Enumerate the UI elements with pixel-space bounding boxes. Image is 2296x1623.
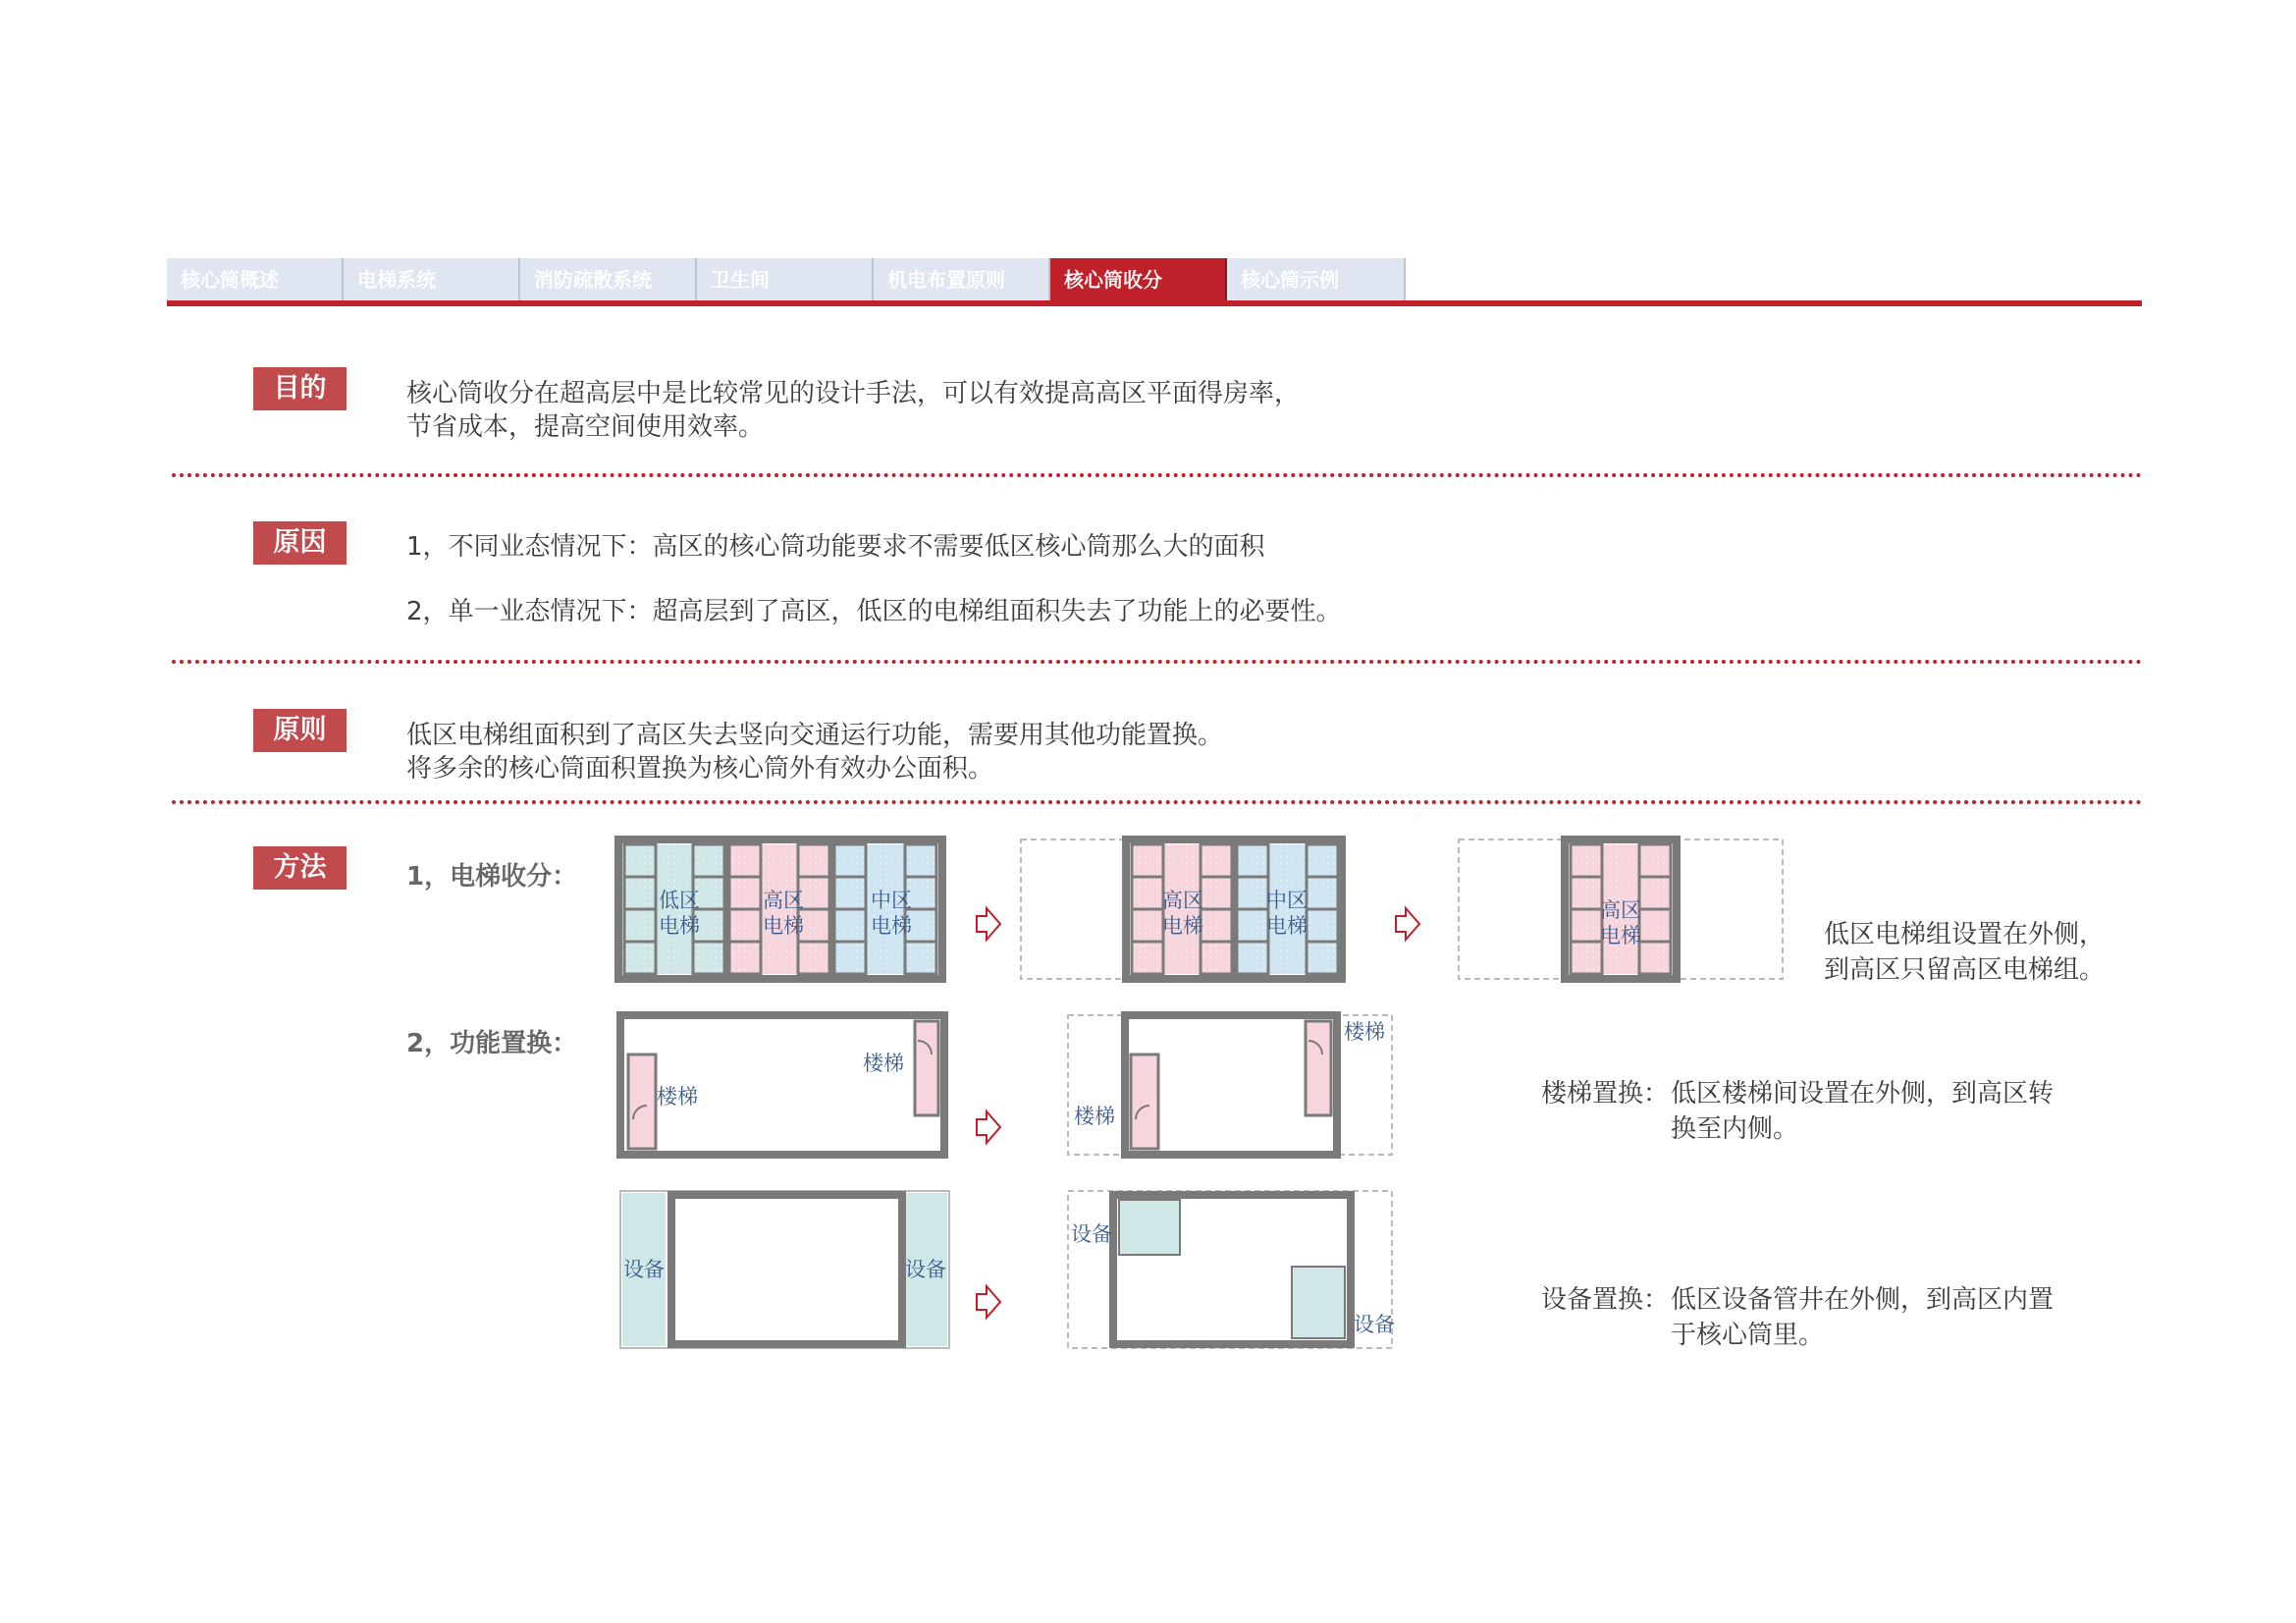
label-purpose: 目的 (253, 367, 347, 410)
principle-line-2: 将多余的核心筒面积置换为核心筒外有效办公面积。 (406, 754, 994, 784)
stair-diagram-high (1068, 1015, 1392, 1155)
tab-core-reduction[interactable]: 核心筒收分 (1050, 258, 1227, 301)
stair-diagram-low (620, 1015, 944, 1155)
stair-label-2a: 楼梯 (1074, 1105, 1115, 1128)
equip-note-title: 设备置换： (1541, 1285, 1670, 1315)
high-zone-label-3: 高区 (1600, 898, 1641, 922)
low-zone-label: 低区 (659, 889, 700, 912)
elevator-note (1824, 917, 2105, 988)
stair-note (1671, 1076, 2054, 1147)
tab-core-overview[interactable]: 核心筒概述 (167, 258, 344, 301)
purpose-line-1: 核心筒收分在超高层中是比较常见的设计手法，可以有效提高高区平面得房率， (406, 379, 1301, 408)
high-elevator-label-3: 电梯 (1600, 924, 1641, 947)
mid-elevator-label: 电梯 (871, 914, 912, 938)
purpose-line-2: 节省成本，提高空间使用效率。 (406, 412, 765, 442)
mid-zone-label-2: 中区 (1266, 889, 1308, 912)
equip-label-1b: 设备 (905, 1258, 946, 1281)
elevator-diagram-mid (1021, 839, 1345, 979)
high-zone-label: 高区 (763, 889, 804, 912)
reason-line-1: 1，不同业态情况下：高区的核心筒功能要求不需要低区核心筒那么大的面积 (406, 532, 1265, 562)
label-reason: 原因 (253, 521, 347, 565)
equip-label-1a: 设备 (623, 1258, 665, 1281)
equip-note (1671, 1282, 2054, 1353)
arrow-right-icon (977, 908, 1000, 940)
elevator-note-line-1: 低区电梯组设置在外侧， (1824, 920, 2106, 949)
stair-note-line-1: 低区楼梯间设置在外侧，到高区转 (1671, 1079, 2055, 1109)
elevator-diagram-full (618, 839, 942, 979)
stair-note-title: 楼梯置换： (1541, 1079, 1670, 1109)
principle-line-1: 低区电梯组面积到了高区失去竖向交通运行功能，需要用其他功能置换。 (406, 721, 1224, 750)
label-principle: 原则 (253, 709, 347, 752)
label-method: 方法 (253, 846, 347, 890)
method-item-1: 1，电梯收分： (406, 862, 578, 892)
arrow-right-icon (1396, 908, 1419, 940)
reason-line-2: 2，单一业态情况下：超高层到了高区，低区的电梯组面积失去了功能上的必要性。 (406, 597, 1342, 626)
mid-elevator-label-2: 电梯 (1266, 914, 1308, 938)
tab-core-examples[interactable]: 核心筒示例 (1227, 258, 1406, 301)
high-elevator-label-2: 电梯 (1162, 914, 1203, 938)
high-zone-label-2: 高区 (1162, 889, 1203, 912)
low-elevator-label: 电梯 (659, 914, 700, 938)
equip-label-2a: 设备 (1071, 1222, 1112, 1246)
equip-note-line-2: 于核心筒里。 (1671, 1321, 1825, 1350)
tab-fire-evacuation[interactable]: 消防疏散系统 (520, 258, 697, 301)
elevator-note-line-2: 到高区只留高区电梯组。 (1824, 955, 2106, 985)
equip-note-line-1: 低区设备管井在外侧，到高区内置 (1671, 1285, 2055, 1315)
tab-restroom[interactable]: 卫生间 (697, 258, 874, 301)
tab-elevator-system[interactable]: 电梯系统 (344, 258, 520, 301)
equip-diagram-high (1068, 1191, 1395, 1348)
stair-label-1a: 楼梯 (657, 1085, 698, 1109)
equip-label-2b: 设备 (1354, 1313, 1395, 1336)
method-item-2: 2，功能置换： (406, 1029, 578, 1058)
high-elevator-label: 电梯 (763, 914, 804, 938)
arrow-right-icon (977, 1111, 1000, 1143)
equip-diagram-low (620, 1191, 949, 1348)
stair-label-2b: 楼梯 (1344, 1020, 1385, 1044)
elevator-diagram-high (1459, 839, 1783, 979)
stair-label-1b: 楼梯 (863, 1052, 904, 1075)
arrow-right-icon (977, 1286, 1000, 1318)
mid-zone-label: 中区 (871, 889, 912, 912)
stair-note-line-2: 换至内侧。 (1671, 1114, 1799, 1144)
tab-mep-layout[interactable]: 机电布置原则 (874, 258, 1050, 301)
